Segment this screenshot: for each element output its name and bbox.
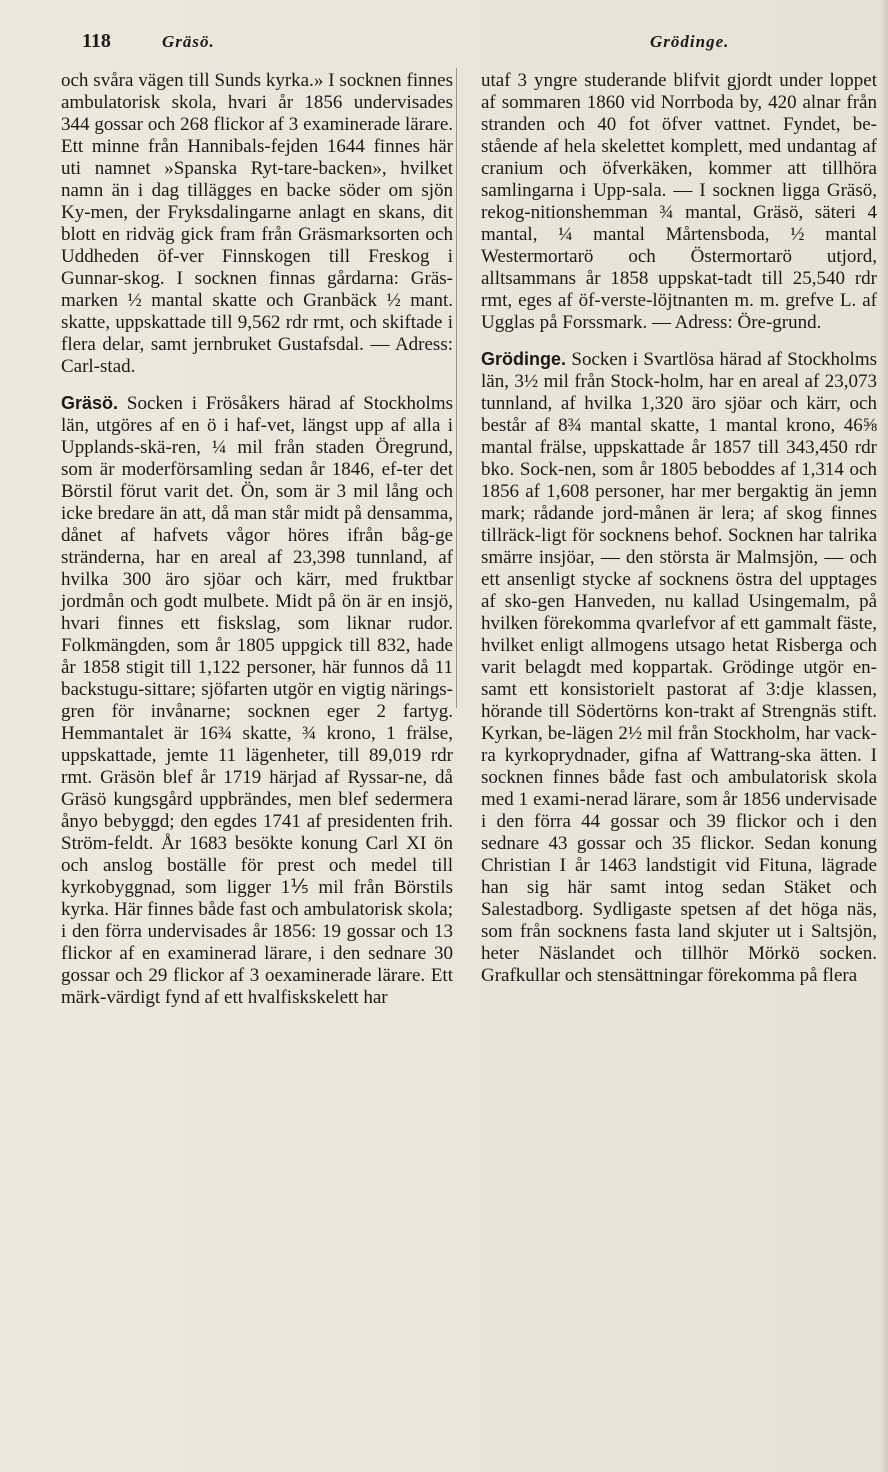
left-column (61, 70, 453, 1009)
entry-grodinge (481, 348, 877, 987)
running-head-right: Grödinge. (650, 32, 730, 51)
entry-text: Socken i Svartlösa härad af Stockholms län, 3½ mil från Stock-holm, har en areal af 23,073 tunnland, af hvilka 1,320 äro sjöar och kärr, och består af 8¾ mantal skatte, 1 mantal krono, 46⅝ mantal frälse, uppskattade år 1857 till 343,450 rdr bko. Sock-nen, som år 1805 beboddes af 1,314 och 1856 af 1,608 personer, har mer bergaktig än jemn mark; rådande jord-månen är lera; af skog finnes tillräck-ligt för socknens behof. Socknen har talrika smärre insjöar, — den största är Malmsjön, — och ett ansenligt stycke af socknens östra del upptages af sko-gen Hanveden, nu kallad Usingemalm, på hvilken förekomma qvarlefvor af ett gammalt fäste, hvilket enligt allmogens utsago hetat Risberga och varit belagdt med koppartak. Grödinge utgör en-samt ett konsistorielt pastorat af 3:dje klassen, hörande till Södertörns kon-trakt af Strengnäs stift. Kyrkan, be-lägen 2½ mil från Stockholm, har vack-ra kyrkoprydnader, gifna af Wattrang-ska ätten. I socknen finnes både fast och ambulatorisk skola med 1 exami-nerad lärare, som år 1856 undervisade i den förra 44 gossar och 39 flickor och i den sednare 43 gossar och 35 flickor. Sedan konung Christian I år 1463 landstigit vid Fituna, lägrade han sig här samt intog sedan Stäket och Salestadborg. Sydligaste spetsen af det höga näs, som från socknens fasta land skjuter ut i Saltsjön, heter Näslandet och tillhör Mörkö socken. Grafkullar och stensättningar förekomma på flera (481, 349, 878, 986)
entry-headword: Grödinge. (481, 349, 566, 369)
running-head-left: Gräsö. (162, 32, 215, 51)
page-header (62, 30, 842, 58)
entry-headword: Gräsö. (61, 393, 119, 413)
entry-grasö (61, 392, 453, 1009)
paragraph-continuation: och svåra vägen till Sunds kyrka.» I socknen finnes ambulatorisk skola, hvari år 1856 undervisades 344 gossar och 268 flickor af 3 examinerade lärare. Ett minne från Hannibals-fejden 1644 finnes här uti namnet »Spanska Ryt-tare-backen», hvilket namn än i dag tillägges en backe söder om sjön Ky-men, der Fryksdalingarne anlagt en skans, dit blott en ridväg gick fram från Gräsmarksorten och Uddheden öf-ver Finnskogen till Freskog i Gunnar-skog. I socknen finnas gårdarna: Gräs-marken ½ mantal skatte och Granbäck ½ mant. skatte, uppskattade till 9,562 rdr rmt, och skiftade i flera delar, samt jernbruket Gustafsdal. — Adress: Carl-stad. (61, 70, 453, 377)
entry-text: Socken i Frösåkers härad af Stockholms län, utgöres af en ö i haf-vet, längst upp af alla i Upplands-skä-ren, ¼ mil från staden Öregrund, som är moderförsamling sedan år 1846, ef-ter det Börstil förut varit det. Ön, som är 3 mil lång och icke bredare än att, då man står midt på densamma, dånet af hafvets vågor höres ifrån båg-ge stränderna, har en areal af 23,398 tunnland, af hvilka 300 äro sjöar och kärr, med fruktbar jordmån och godt mulbete. Midt på ön är en insjö, hvari finnes ett fiskslag, som liknar rudor. Folkmängden, som år 1805 uppgick till 832, hade år 1858 stigit till 1,122 personer, här funnos då 11 backstugu-sittare; sjöfarten utgör en vigtig närings-gren för invånarne; socknen eger 2 fartyg. Hemmantalet är 16¾ skatte, ¾ krono, 1 frälse, uppskattade, jemte 11 lägenheter, till 89,019 rdr rmt. Gräsön blef år 1719 härjad af Ryssar-ne, då Gräsö kungsgård uppbrändes, men blef sedermera ånyo bebyggd; den egdes 1741 af presidenten frih. Ström-feldt. År 1683 besökte konung Carl XI ön och anslog boställe för prest och medel till kyrkobyggnad, som ligger 1⅕ mil från Börstils kyrka. Här finnes både fast och ambulatorisk skola; i den förra undervisades år 1856: 19 gossar och 13 flickor af en examinerad lärare, i den sednare 30 gossar och 29 flickor af 3 oexaminerade lärare. Ett märk-värdigt fynd af ett hvalfiskskelett har (61, 393, 454, 1008)
paragraph-continuation: utaf 3 yngre studerande blifvit gjordt under loppet af sommaren 1860 vid Norrboda by, 420 alnar från stranden och 40 fot öfver vattnet. Fyndet, be-stående af hela skelettet komplett, med undantag af cranium och öfverkäken, kommer att tillhöra samlingarna i Upp-sala. — I socknen ligga Gräsö, rekog-nitionshemman ¾ mantal, Gräsö, säteri 4 mantal, ¼ mantal Mårtensboda, ½ mantal Westermortarö och Östermortarö utjord, alltsammans år 1858 uppskat-tadt till 25,540 rdr rmt, eges af öf-verste-löjtnanten m. m. grefve L. af Ugglas på Forssmark. — Adress: Öre-grund. (481, 70, 877, 333)
page-number: 118 (82, 30, 111, 52)
column-rule (456, 68, 457, 708)
page-edge (880, 0, 888, 1472)
right-column (481, 70, 877, 987)
